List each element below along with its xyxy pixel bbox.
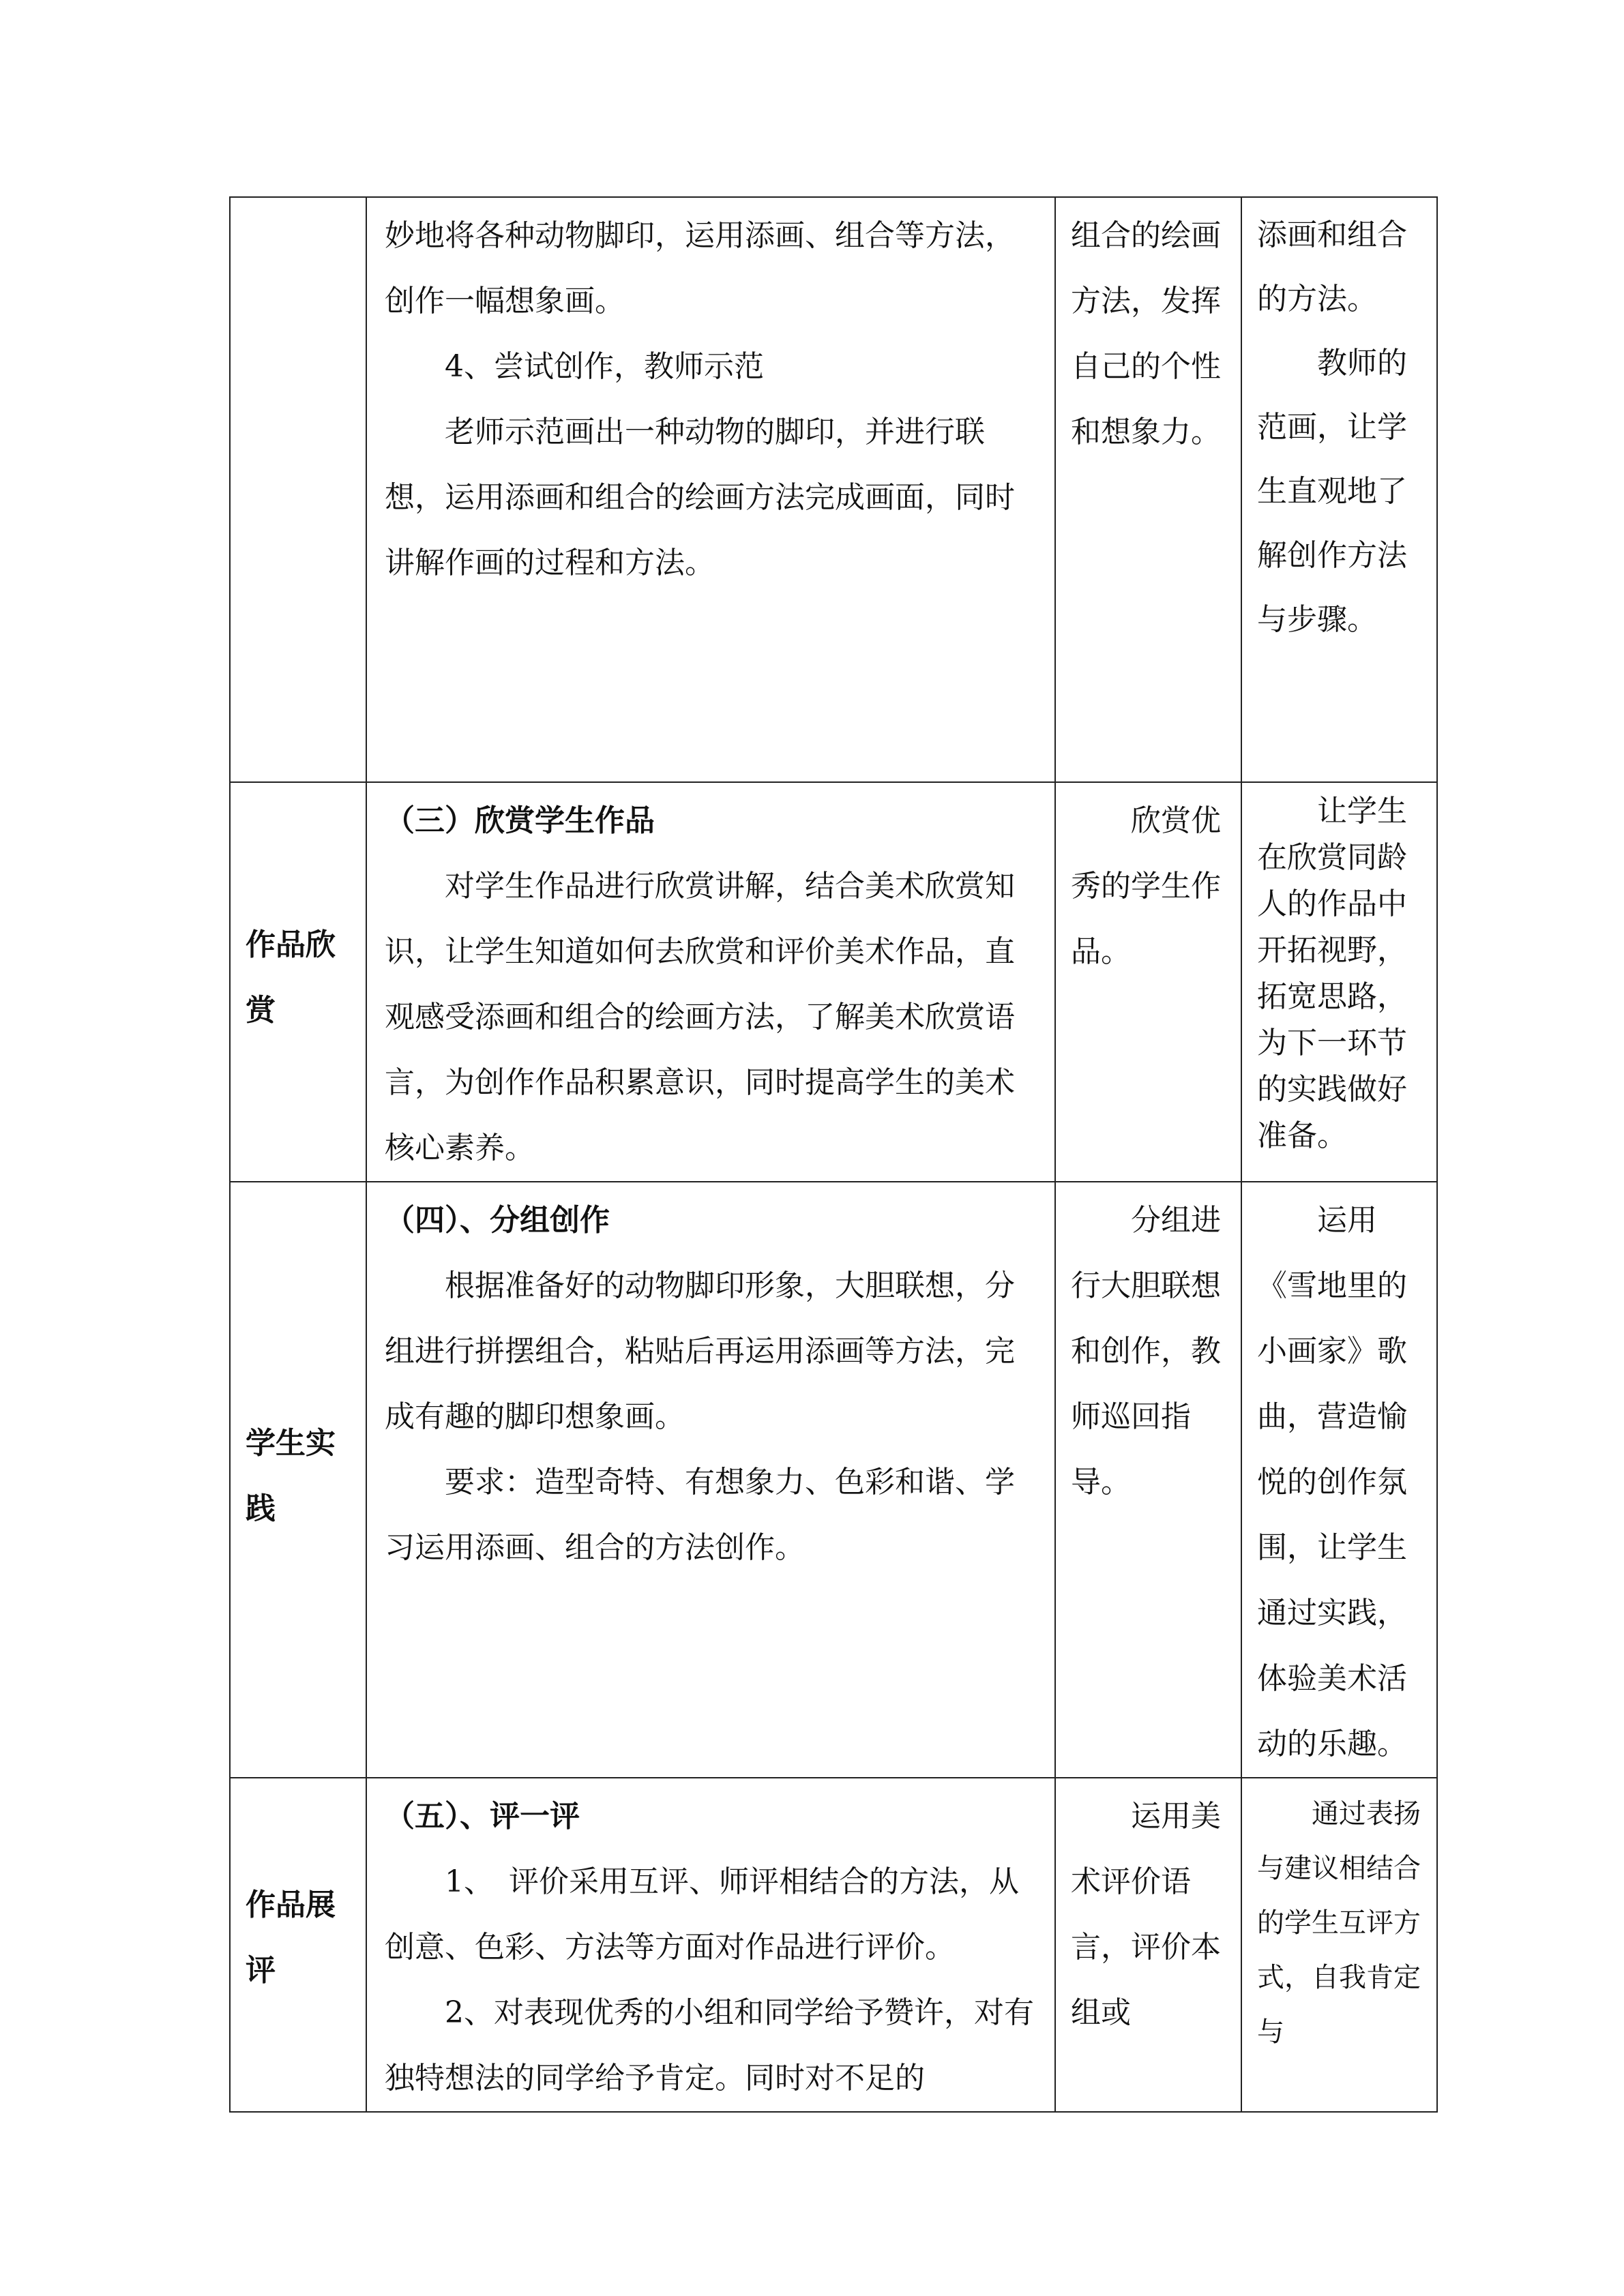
design-intent-cell: [1241, 1778, 1437, 2112]
design-intent-cell: [1241, 782, 1437, 1182]
content-paragraph: 4、尝试创作，教师示范: [445, 349, 764, 384]
student-activity-text: 运用美术评价语言，评价本组或: [1071, 1799, 1221, 2030]
content-paragraph: 对学生作品进行欣赏讲解，结合美术欣赏知识，让学生知道如何去欣赏和评价美术作品，直观感受添画和组合的绘画方法，了解美术欣赏语言，为创作作品积累意识，同时提高学生的美术核心素养。: [385, 869, 1015, 1165]
student-activity-cell: [1055, 1778, 1241, 2112]
design-intent-text: 添画和组合的方法。: [1257, 218, 1407, 316]
content-cell: [366, 197, 1055, 782]
content-paragraph: 老师示范画出一种动物的脚印，并进行联想，运用添画和组合的绘画方法完成画面，同时讲解作画的过程和方法。: [385, 415, 1015, 580]
stage-label: 学生实践: [246, 1426, 336, 1526]
section-heading: （五）、评一评: [385, 1799, 580, 1834]
content-cell: [366, 782, 1055, 1182]
design-intent-text: 运用《雪地里的小画家》歌曲，营造愉悦的创作氛围，让学生通过实践，体验美术活动的乐趣。: [1257, 1203, 1407, 1761]
stage-label: 作品展评: [246, 1888, 336, 1988]
stage-cell: [230, 197, 366, 782]
design-intent-text: 教师的范画，让学生直观地了解创作方法与步骤。: [1257, 346, 1407, 637]
student-activity-cell: [1055, 782, 1241, 1182]
section-heading: （三）欣赏学生作品: [385, 803, 655, 838]
content-paragraph: 2、对表现优秀的小组和同学给予赞许，对有独特想法的同学给予肯定。同时对不足的: [385, 1995, 1034, 2096]
table-row: [230, 1778, 1437, 2112]
stage-cell: [230, 1182, 366, 1778]
content-paragraph: 要求：造型奇特、有想象力、色彩和谐、学习运用添画、组合的方法创作。: [385, 1465, 1015, 1565]
stage-cell: [230, 782, 366, 1182]
student-activity-text: 组合的绘画方法，发挥自己的个性和想象力。: [1071, 218, 1221, 449]
design-intent-text: 通过表扬与建议相结合的学生互评方式，自我肯定与: [1257, 1798, 1421, 2048]
stage-label: 作品欣赏: [246, 927, 336, 1028]
design-intent-cell: [1241, 197, 1437, 782]
lesson-plan-table: [229, 196, 1438, 2113]
design-intent-text: 让学生在欣赏同龄人的作品中开拓视野，拓宽思路，为下一环节的实践做好准备。: [1257, 794, 1407, 1153]
student-activity-cell: [1055, 1182, 1241, 1778]
content-paragraph: 1、 评价采用互评、师评相结合的方法，从创意、色彩、方法等方面对作品进行评价。: [385, 1864, 1019, 1965]
student-activity-text: 分组进行大胆联想和创作，教师巡回指导。: [1071, 1203, 1221, 1500]
content-cell: [366, 1778, 1055, 2112]
student-activity-cell: [1055, 197, 1241, 782]
table-row: [230, 782, 1437, 1182]
content-paragraph: 根据准备好的动物脚印形象，大胆联想，分组进行拼摆组合，粘贴后再运用添画等方法，完成有趣的脚印想象画。: [385, 1268, 1015, 1434]
stage-label: [231, 198, 366, 781]
design-intent-cell: [1241, 1182, 1437, 1778]
student-activity-text: 欣赏优秀的学生作品。: [1071, 803, 1221, 969]
content-cell: [366, 1182, 1055, 1778]
content-paragraph: 妙地将各种动物脚印，运用添画、组合等方法，创作一幅想象画。: [385, 218, 1015, 318]
table-row: [230, 1182, 1437, 1778]
section-heading: （四）、分组创作: [385, 1203, 610, 1238]
table-row: [230, 197, 1437, 782]
stage-cell: [230, 1778, 366, 2112]
